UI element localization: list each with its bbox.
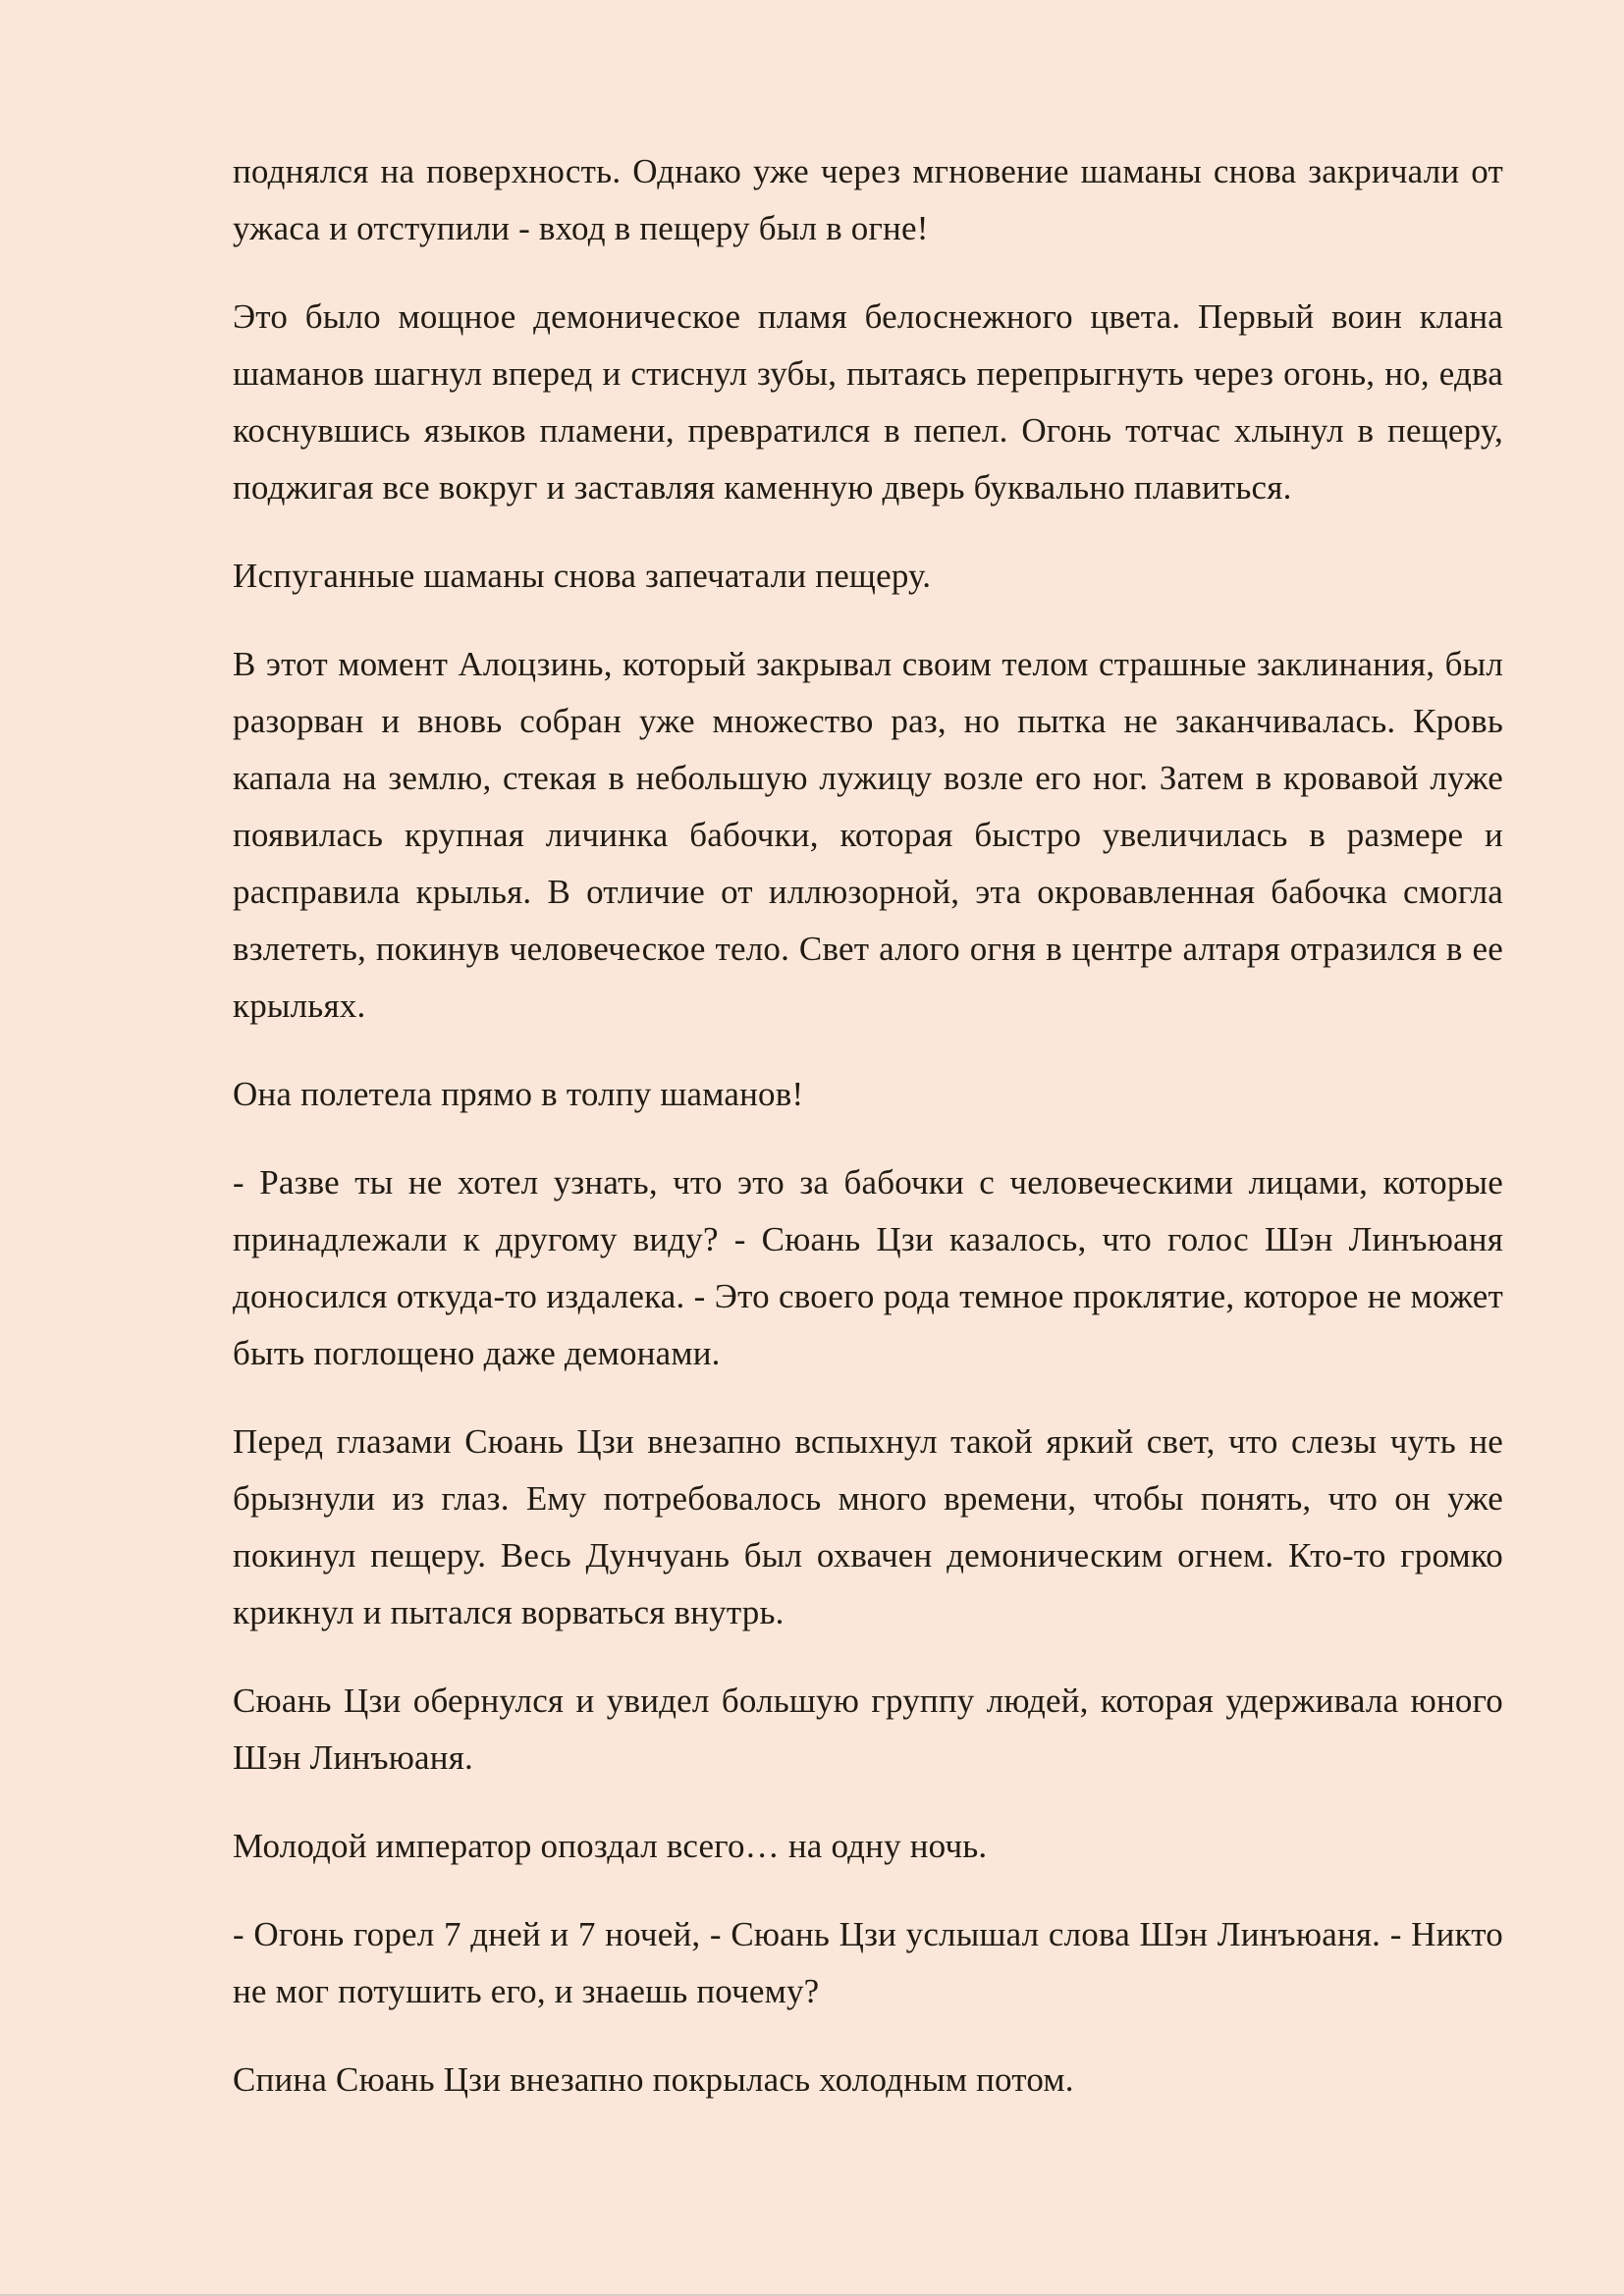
paragraph: - Огонь горел 7 дней и 7 ночей, - Сюань Цзи услышал слова Шэн Линъюаня. - Никто не мог потушить его, и знаешь почему? [233,1915,1503,2010]
paragraph: Спина Сюань Цзи внезапно покрылась холодным потом. [233,2060,1074,2099]
paragraph: поднялся на поверхность. Однако уже через мгновение шаманы снова закричали от ужаса и отступили - вход в пещеру был в огне! [233,152,1503,247]
paragraph: Это было мощное демоническое пламя белоснежного цвета. Первый воин клана шаманов шагнул вперед и стиснул зубы, пытаясь перепрыгнуть через огонь, но, едва коснувшись языков пламени, превратился в пепел. Огонь тотчас хлынул в пещеру, поджигая все вокруг и заставляя каменную дверь буквально плавиться. [233,297,1503,507]
paragraph: Испуганные шаманы снова запечатали пещеру. [233,557,932,595]
paragraph: Она полетела прямо в толпу шаманов! [233,1075,804,1113]
paragraph: - Разве ты не хотел узнать, что это за бабочки с человеческими лицами, которые принадлежали к другому виду? - Сюань Цзи казалось, что голос Шэн Линъюаня доносился откуда-то издалека. - Это своего рода темное проклятие, которое не может быть поглощено даже демонами. [233,1163,1503,1372]
paragraph: Молодой император опоздал всего… на одну ночь. [233,1827,988,1865]
paragraph: В этот момент Алоцзинь, который закрывал своим телом страшные заклинания, был разорван и вновь собран уже множество раз, но пытка не заканчивалась. Кровь капала на землю, стекая в небольшую лужицу возле его ног. Затем в кровавой луже появилась крупная личинка бабочки, которая быстро увеличилась в размере и расправила крылья. В отличие от иллюзорной, эта окровавленная бабочка смогла взлететь, покинув человеческое тело. Свет алого огня в центре алтаря отразился в ее крыльях. [233,645,1503,1025]
paragraph: Перед глазами Сюань Цзи внезапно вспыхнул такой яркий свет, что слезы чуть не брызнули из глаз. Ему потребовалось много времени, чтобы понять, что он уже покинул пещеру. Весь Дунчуань был охвачен демоническим огнем. Кто-то громко крикнул и пытался ворваться внутрь. [233,1422,1503,1631]
paragraph: Сюань Цзи обернулся и увидел большую группу людей, которая удерживала юного Шэн Линъюаня. [233,1682,1503,1777]
